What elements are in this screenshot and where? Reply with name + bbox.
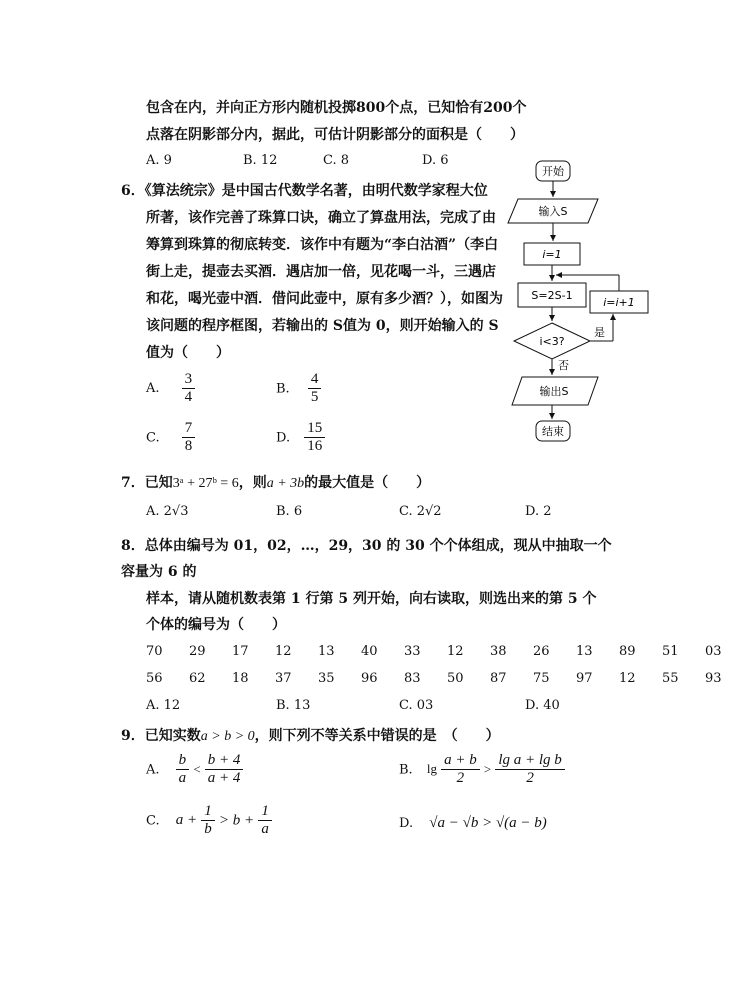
random-number-cell: 13 (576, 644, 593, 659)
random-table-row-2 (146, 671, 748, 686)
q8-option-c: C. 03 (399, 698, 434, 713)
q5-line1: 包含在内，并向正方形内随机投掷800个点，已知恰有200个 (146, 100, 527, 116)
random-number-cell: 35 (318, 671, 335, 686)
random-number-cell: 55 (662, 671, 679, 686)
q5-line2: 点落在阴影部分内，据此，可估计阴影部分的面积是（ ） (146, 127, 524, 143)
q8-line1: 8．总体由编号为 01，02，…，29，30 的 30 个个体组成，现从中抽取一个 (121, 538, 612, 554)
q9-stem: 9．已知实数a > b > 0，则下列不等关系中错误的是 （ ） (121, 728, 500, 744)
flow-output-label: 输出S (539, 385, 569, 398)
random-number-cell: 17 (232, 644, 249, 659)
q9-option-c: C. a + $\frac{1}{b}$ > b + $\frac{1}{a}$ (146, 803, 272, 839)
q6-line1: 6．《算法统宗》是中国古代数学名著，由明代数学家程大位 (121, 183, 488, 199)
random-number-cell: 97 (576, 671, 593, 686)
q7-stem: 7．已知3ᵃ + 27ᵇ = 6，则a + 3b的最大值是（ ） (121, 475, 431, 491)
random-number-cell: 51 (662, 644, 679, 659)
flow-start-label: 开始 (542, 165, 564, 178)
q5-option-c: C. 8 (323, 153, 350, 168)
flow-condition-label: i<3? (539, 335, 565, 348)
random-number-cell: 87 (490, 671, 507, 686)
q6-option-c: C. $\frac{7}{8}$ (146, 420, 195, 456)
q8-option-d: D. 40 (525, 698, 560, 713)
random-number-cell: 12 (619, 671, 636, 686)
q5-option-d: D. 6 (422, 153, 449, 168)
q6-line3: 筹算到珠算的彻底转变．该作中有题为“李白沽酒”（李白 (146, 237, 499, 253)
random-number-cell: 26 (533, 644, 550, 659)
q8-line3: 样本，请从随机数表第 1 行第 5 列开始，向右读取，则选出来的第 5 个 (146, 591, 597, 607)
random-number-cell: 75 (533, 671, 550, 686)
q6-option-b: B. $\frac{4}{5}$ (276, 371, 321, 407)
random-number-cell: 12 (275, 644, 292, 659)
random-number-cell: 33 (404, 644, 421, 659)
random-number-cell: 37 (275, 671, 292, 686)
flow-no-label: 否 (558, 359, 569, 372)
q7-option-c: C. 2√2 (399, 504, 442, 519)
random-number-cell: 18 (232, 671, 249, 686)
q7-option-b: B. 6 (276, 504, 303, 519)
flow-end-label: 结束 (542, 425, 564, 438)
q5-option-b: B. 12 (243, 153, 278, 168)
flow-yes-label: 是 (594, 326, 605, 339)
q9-option-a: A. $\frac{b}{a}$ < $\frac{b + 4}{a + 4}$ (146, 752, 243, 788)
q6-line6: 该问题的程序框图，若输出的 S值为 0，则开始输入的 S (146, 318, 499, 334)
q6-line5: 和花，喝光壶中酒．借问此壶中，原有多少酒？），如图为 (146, 291, 503, 307)
flow-input-label: 输入S (538, 205, 568, 218)
random-number-cell: 03 (705, 644, 722, 659)
random-number-cell: 38 (490, 644, 507, 659)
q9-option-b: B. lg $\frac{a + b}{2}$ > $\frac{\text{lg a + lg b}}{2}$ (399, 752, 565, 788)
q6-line4: 街上走，提壶去买酒．遇店加一倍，见花喝一斗，三遇店 (146, 264, 496, 280)
q8-line4: 个体的编号为（ ） (146, 617, 286, 633)
q9-option-d: D. √a − √b > √(a − b) (399, 815, 547, 831)
q8-option-b: B. 13 (276, 698, 311, 713)
q5-option-a: A. 9 (146, 153, 172, 168)
q7-option-d: D. 2 (525, 504, 552, 519)
random-number-cell: 93 (705, 671, 722, 686)
random-number-cell: 29 (189, 644, 206, 659)
flow-init-label: i=1 (542, 248, 562, 261)
q8-option-a: A. 12 (146, 698, 181, 713)
flowchart (500, 155, 660, 450)
q8-line2: 容量为 6 的 (121, 564, 197, 580)
q6-line2: 所著，该作完善了珠算口诀，确立了算盘用法，完成了由 (146, 210, 496, 226)
random-number-cell: 89 (619, 644, 636, 659)
random-number-cell: 40 (361, 644, 378, 659)
random-table-row-1 (146, 644, 748, 659)
random-number-cell: 50 (447, 671, 464, 686)
random-number-cell: 62 (189, 671, 206, 686)
flow-increment-label: i=i+1 (603, 296, 635, 309)
q6-option-d: D. $\frac{15}{16}$ (276, 420, 325, 456)
random-number-cell: 13 (318, 644, 335, 659)
flow-update-label: S=2S-1 (531, 289, 573, 302)
random-number-cell: 96 (361, 671, 378, 686)
q6-option-a: A. $\frac{3}{4}$ (146, 371, 195, 407)
random-number-cell: 12 (447, 644, 464, 659)
random-number-cell: 83 (404, 671, 421, 686)
random-number-cell: 56 (146, 671, 163, 686)
q7-option-a: A. 2√3 (146, 504, 189, 519)
q6-line7: 值为（ ） (146, 345, 230, 361)
random-number-cell: 70 (146, 644, 163, 659)
